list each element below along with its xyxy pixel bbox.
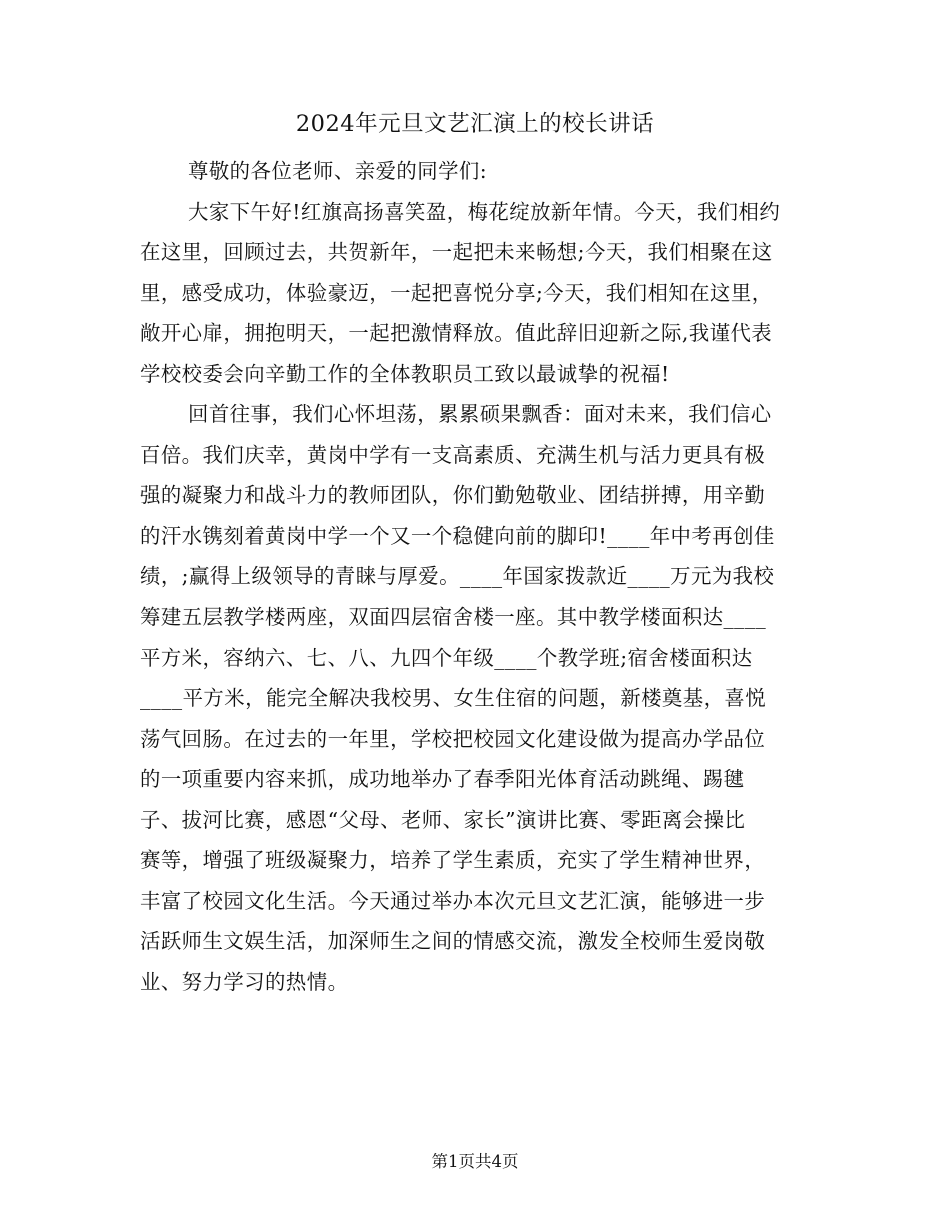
paragraph-line: 赛等，增强了班级凝聚力，培养了学生素质，充实了学生精神世界， xyxy=(140,848,766,873)
paragraph-line: 强的凝聚力和战斗力的教师团队，你们勤勉敬业、团结拼搏，用辛勤 xyxy=(140,483,766,508)
paragraph-line: 绩，;赢得上级领导的青睐与厚爱。____年国家拨款近____万元为我校 xyxy=(140,564,775,589)
paragraph-line: 筹建五层教学楼两座，双面四层宿舍楼一座。其中教学楼面积达____ xyxy=(140,605,767,630)
paragraph-line: ____平方米，能完全解决我校男、女生住宿的问题，新楼奠基，喜悦 xyxy=(140,686,767,711)
paragraph-line: 活跃师生文娱生活，加深师生之间的情感交流，激发全校师生爱岗敬 xyxy=(140,929,766,954)
paragraph-line: 的汗水镌刻着黄岗中学一个又一个稳健向前的脚印!____年中考再创佳 xyxy=(140,523,775,548)
paragraph-line: 大家下午好!红旗高扬喜笑盈，梅花绽放新年情。今天，我们相约 xyxy=(188,199,781,224)
paragraph-line: 业、努力学习的热情。 xyxy=(140,969,349,994)
page-number-footer: 第1页共4页 xyxy=(431,1152,519,1171)
paragraph-line: 子、拔河比赛，感恩“父母、老师、家长”演讲比赛、零距离会操比 xyxy=(140,807,746,832)
paragraph-line: 的一项重要内容来抓，成功地举办了春季阳光体育活动跳绳、踢毽 xyxy=(140,767,745,792)
paragraph-line: 里，感受成功，体验豪迈，一起把喜悦分享;今天，我们相知在这里， xyxy=(140,280,773,305)
page-title: 2024年元旦文艺汇演上的校长讲话 xyxy=(295,111,655,137)
paragraph-line: 敞开心扉，拥抱明天，一起把激情释放。值此辞旧迎新之际,我谨代表 xyxy=(140,321,773,346)
speech-body xyxy=(140,151,812,1002)
paragraph-line: 回首往事，我们心怀坦荡，累累硕果飘香：面对未来，我们信心 xyxy=(188,402,772,427)
paragraph-line: 学校校委会向辛勤工作的全体教职员工致以最诚挚的祝福! xyxy=(140,361,670,386)
paragraph-line: 在这里，回顾过去，共贺新年，一起把未来畅想;今天，我们相聚在这 xyxy=(140,240,773,265)
paragraph-line: 平方米，容纳六、七、八、九四个年级____个教学班;宿舍楼面积达 xyxy=(140,645,753,670)
paragraph-line: 丰富了校园文化生活。今天通过举办本次元旦文艺汇演，能够进一步 xyxy=(140,888,766,913)
salutation-line: 尊敬的各位老师、亲爱的同学们: xyxy=(188,159,488,183)
paragraph-line: 百倍。我们庆幸，黄岗中学有一支高素质、充满生机与活力更具有极 xyxy=(140,442,766,467)
paragraph-line: 荡气回肠。在过去的一年里，学校把校园文化建设做为提高办学品位 xyxy=(140,726,766,751)
